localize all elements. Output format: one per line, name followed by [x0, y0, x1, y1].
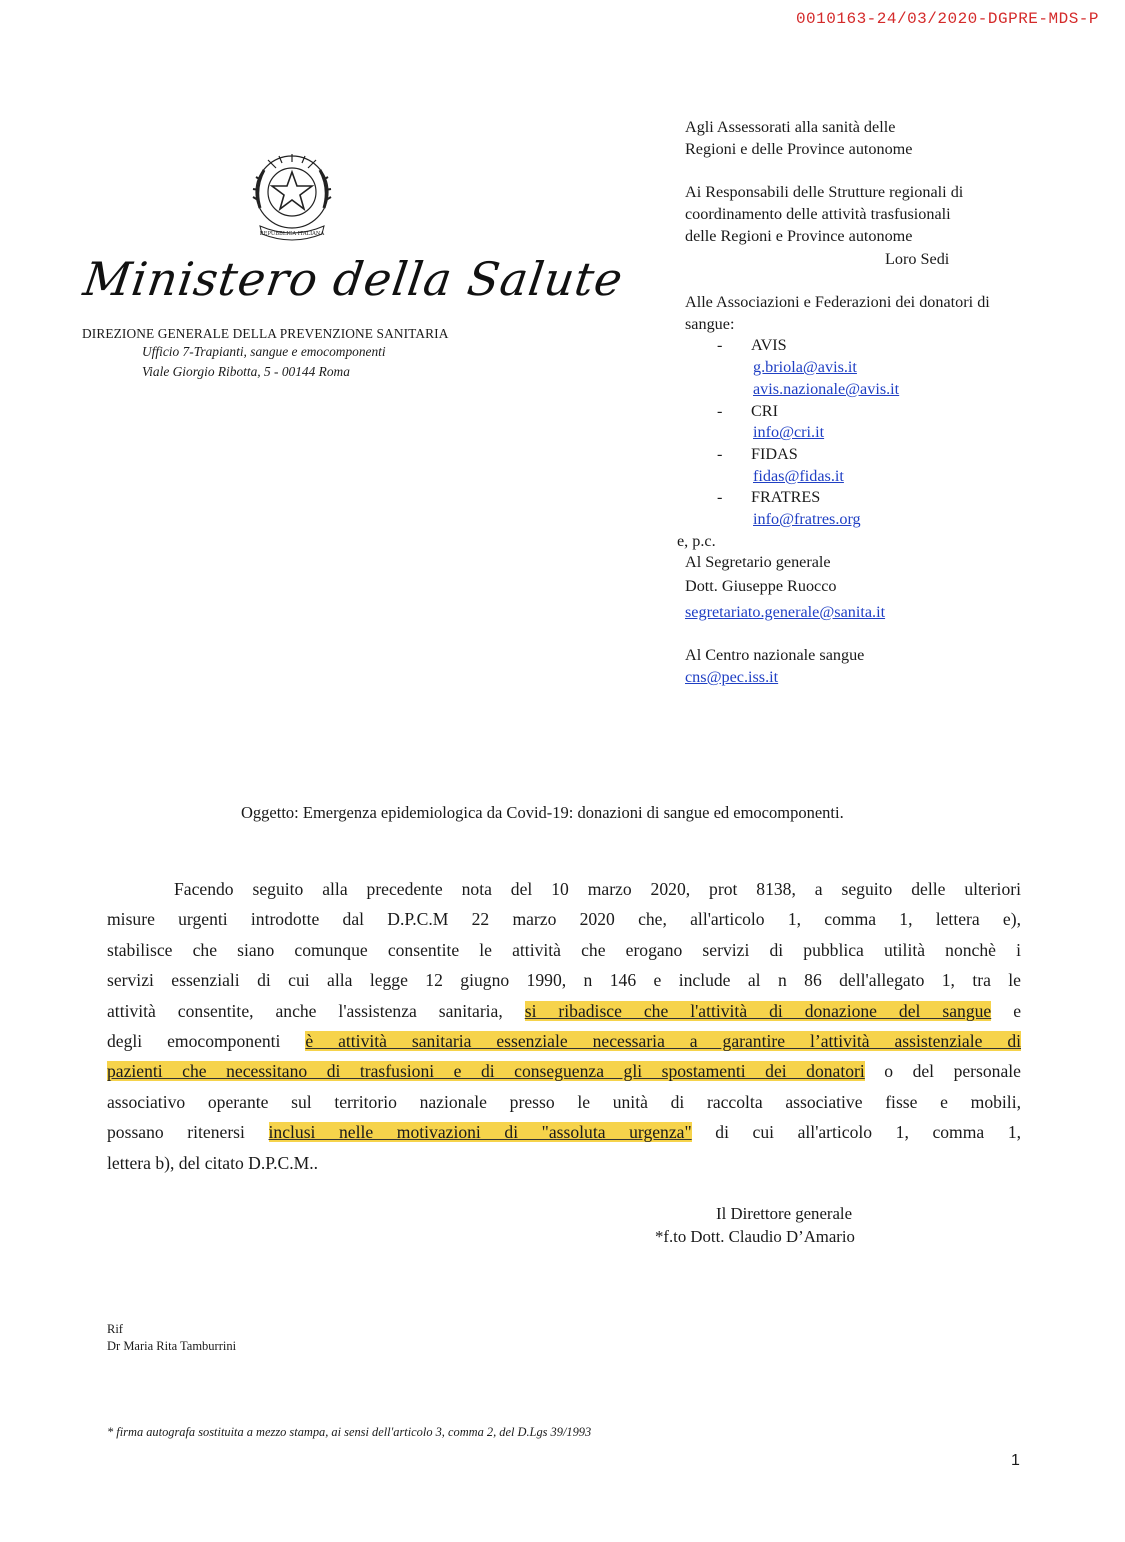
recipient-line: delle Regioni e Province autonome — [685, 226, 913, 245]
email-link[interactable]: g.briola@avis.it — [753, 358, 857, 377]
epc-label: e, p.c. — [677, 531, 716, 550]
signature-title: Il Direttore generale — [716, 1204, 853, 1223]
page-number: 1 — [1011, 1452, 1020, 1469]
recipient-line: Regioni e delle Province autonome — [685, 139, 913, 158]
body-line: degli emocomponenti è attività sanitaria essenziale necessaria a garantire l’attività assistenziale di — [107, 1030, 1021, 1051]
recipient-line: Alle Associazioni e Federazioni dei donatori di — [685, 293, 990, 311]
footnote: * firma autografa sostituita a mezzo stampa, ai sensi dell'articolo 3, comma 2, del D.Lgs 39/1993 — [107, 1425, 592, 1439]
letter-body — [107, 874, 1021, 1178]
body-line: misure urgenti introdotte dal D.P.C.M 22 marzo 2020 che, all'articolo 1, comma 1, lettera e), — [107, 909, 1021, 930]
indirizzo: Viale Giorgio Ribotta, 5 - 00144 Roma — [142, 364, 350, 379]
highlight: inclusi nelle motivazioni di "assoluta urgenza" — [268, 1122, 692, 1143]
recipient-line: coordinamento delle attività trasfusionali — [685, 204, 951, 223]
signature-name: *f.to Dott. Claudio D’Amario — [655, 1227, 855, 1246]
body-line: pazienti che necessitano di trasfusioni e di conseguenza gli spostamenti dei donatori o del personale — [107, 1061, 1021, 1082]
body-line: Facendo seguito alla precedente nota del 10 marzo 2020, prot 8138, a seguito delle ulteriori — [174, 879, 1021, 899]
subject-line: Oggetto: Emergenza epidemiologica da Covid-19: donazioni di sangue ed emocomponenti. — [241, 803, 844, 822]
association-avis: - AVIS — [717, 336, 787, 355]
recipient-line: Agli Assessorati alla sanità delle — [685, 118, 896, 136]
ufficio: Ufficio 7-Trapianti, sangue e emocomponenti — [142, 344, 386, 359]
body-line: stabilisce che siano comunque consentite le attività che erogano servizi di pubblica utilità nonchè i — [107, 939, 1021, 960]
recipient-line: Al Segretario generale — [685, 553, 831, 572]
email-link[interactable]: fidas@fidas.it — [753, 466, 844, 485]
protocol-number: 0010163-24/03/2020-DGPRE-MDS-P — [795, 10, 1099, 28]
recipient-line: Dott. Giuseppe Ruocco — [685, 577, 837, 596]
highlight: pazienti che necessitano di trasfusioni e di conseguenza gli spostamenti dei donatori — [107, 1061, 865, 1082]
svg-text:REPUBBLICA ITALIANA: REPUBBLICA ITALIANA — [259, 231, 325, 237]
associations-block — [677, 292, 990, 689]
email-link[interactable]: segretariato.generale@sanita.it — [685, 602, 886, 621]
ministry-logotype: Ministero della Salute — [80, 252, 627, 306]
body-line: possano ritenersi inclusi nelle motivazioni di "assoluta urgenza" di cui all'articolo 1, comma 1, — [107, 1122, 1022, 1143]
recipient-line: sangue: — [685, 314, 735, 333]
recipient-line: Ai Responsabili delle Strutture regionali di — [685, 183, 964, 202]
reference-block — [107, 1321, 236, 1355]
loro-sedi: Loro Sedi — [885, 250, 950, 268]
body-line: associativo operante sul territorio nazionale presso le unità di raccolta associative fisse e mobili, — [107, 1091, 1021, 1112]
email-link[interactable]: avis.nazionale@avis.it — [753, 379, 900, 398]
body-line: lettera b), del citato D.P.C.M.. — [107, 1152, 319, 1173]
italian-republic-emblem — [246, 148, 338, 244]
direzione-generale: DIREZIONE GENERALE DELLA PREVENZIONE SANITARIA — [82, 326, 449, 341]
highlight: è attività sanitaria essenziale necessaria a garantire l’attività assistenziale di — [305, 1030, 1021, 1051]
association-fratres: - FRATRES — [717, 488, 821, 507]
highlight: si ribadisce che l'attività di donazione del sangue — [524, 1000, 992, 1021]
association-cri: - CRI — [717, 401, 778, 420]
email-link[interactable]: cns@pec.iss.it — [685, 667, 779, 686]
rif-label: Rif — [107, 1322, 123, 1336]
body-line: attività consentite, anche l'assistenza sanitaria, si ribadisce che l'attività di donazione del sangue e — [107, 1000, 1021, 1021]
recipients-block — [685, 117, 963, 247]
email-link[interactable]: info@cri.it — [753, 423, 825, 442]
recipient-line: Al Centro nazionale sangue — [685, 646, 865, 665]
association-fidas: - FIDAS — [717, 444, 798, 463]
rif-name: Dr Maria Rita Tamburrini — [107, 1339, 237, 1353]
email-link[interactable]: info@fratres.org — [753, 510, 861, 529]
body-line: servizi essenziali di cui alla legge 12 giugno 1990, n 146 e include al n 86 dell'allegato 1, tra le — [107, 970, 1021, 991]
